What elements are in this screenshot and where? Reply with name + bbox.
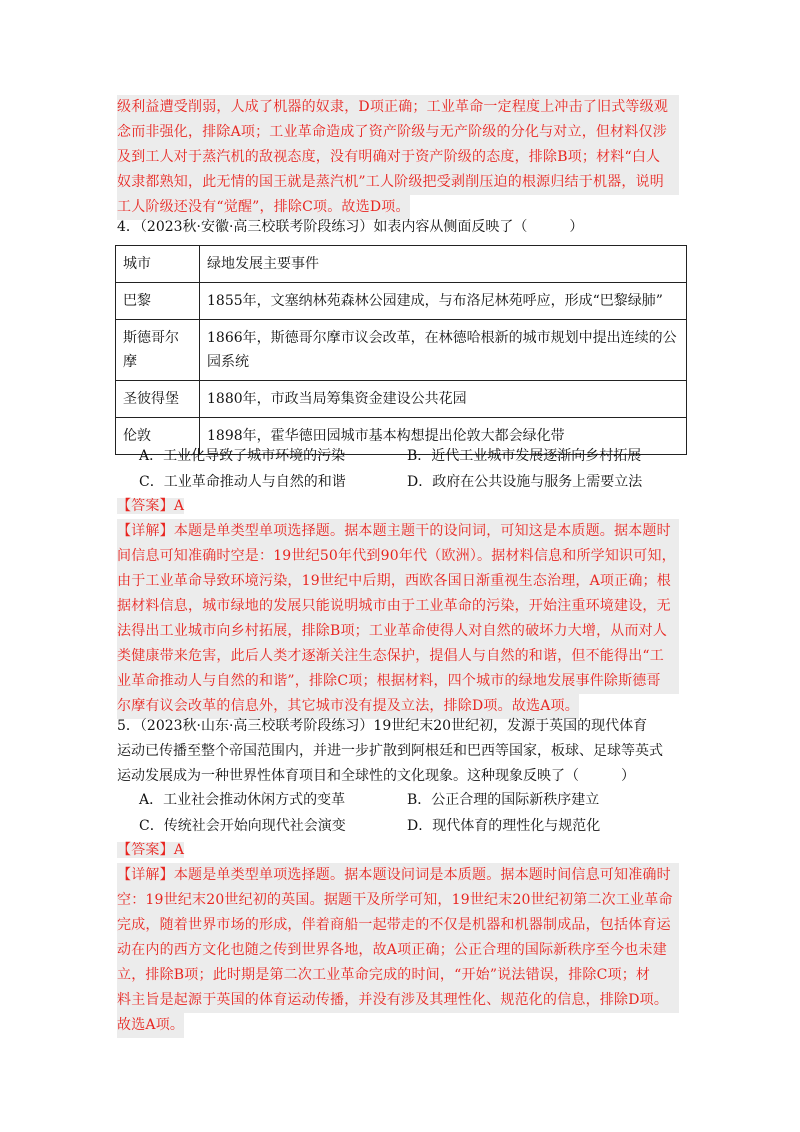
explain-label: 【详解】 bbox=[117, 867, 174, 883]
explanation-line: 动在内的西方文化也随之传到世界各地，故A项正确；公正合理的国际新秩序至今也未建 bbox=[117, 938, 679, 963]
answer-value: A bbox=[173, 842, 185, 858]
table-cell-city: 斯德哥尔摩 bbox=[116, 320, 200, 381]
q3-explanation-line: 念而非强化，排除A项；工业革命造成了资产阶级与无产阶级的分化与对立，但材料仅涉 bbox=[117, 120, 679, 145]
q4-stem: 4．（2023秋·安徽·高三校联考阶段练习）如表内容从侧面反映了（ ） bbox=[117, 219, 584, 235]
option-b: B．近代工业城市发展逐渐向乡村拓展 bbox=[407, 448, 642, 464]
table-cell-event: 1898年，霍华德田园城市基本构想提出伦敦大都会绿化带 bbox=[200, 418, 687, 455]
option-a: A．工业社会推动休闲方式的变革 bbox=[139, 792, 346, 808]
explanation-line: 类健康带来危害，此后人类才逐渐关注生态保护，提倡人与自然的和谐，但不能得出“工 bbox=[117, 644, 679, 669]
explanation-line: 故选A项。 bbox=[117, 1013, 184, 1038]
explanation-line: 业革命推动人与自然的和谐”，排除C项；根据材料，四个城市的绿地发展事件除斯德哥 bbox=[117, 669, 679, 694]
q3-explanation-line: 工人阶级还没有“觉醒”，排除C项。故选D项。 bbox=[117, 195, 410, 220]
explanation-line: 本题是单类型单项选择题。据本题设问词是本质题。据本题时间信息可知准确时 bbox=[173, 867, 671, 883]
table-header-cell: 绿地发展主要事件 bbox=[200, 246, 687, 283]
q4-options bbox=[139, 443, 679, 495]
table-row bbox=[116, 283, 687, 320]
q3-explanation-line: 及到工人对于蒸汽机的敌视态度，没有明确对于资产阶级的态度，排除B项；材料“白人 bbox=[117, 145, 679, 170]
q5-stem-line: 5．（2023秋·山东·高三校联考阶段练习）19世纪末20世纪初，发源于英国的现代体育 bbox=[117, 718, 648, 734]
q5-stem bbox=[117, 714, 679, 789]
table-header-cell: 城市 bbox=[116, 246, 200, 283]
q4-answer-explanation bbox=[117, 494, 679, 719]
option-a: A．工业化导致了城市环境的污染 bbox=[139, 448, 346, 464]
answer-label: 【答案】 bbox=[117, 498, 174, 514]
table-row bbox=[116, 381, 687, 418]
explain-label: 【详解】 bbox=[117, 523, 174, 539]
table-cell-city: 伦敦 bbox=[116, 418, 200, 455]
explanation-line: 本题是单类型单项选择题。据本题主题干的设问词，可知这是本质题。据本题时 bbox=[173, 523, 671, 539]
table-row bbox=[116, 320, 687, 381]
q5-stem-line: 运动发展成为一种世界性体育项目和全球性的文化现象。这种现象反映了（ ） bbox=[117, 768, 635, 784]
answer-label: 【答案】 bbox=[117, 842, 174, 858]
explanation-line: 由于工业革命导致环境污染，19世纪中后期，西欧各国日渐重视生态治理，A项正确；根 bbox=[117, 569, 679, 594]
option-d: D．政府在公共设施与服务上需要立法 bbox=[407, 474, 643, 490]
table-cell-event: 1880年，市政当局筹集资金建设公共花园 bbox=[200, 381, 687, 418]
explanation-line: 立，排除B项；此时期是第二次工业革命完成的时间，“开始”说法错误，排除C项；材 bbox=[117, 963, 679, 988]
q3-explanation-line: 级利益遭受削弱，人成了机器的奴隶，D项正确；工业革命一定程度上冲击了旧式等级观 bbox=[117, 95, 679, 120]
explanation-line: 完成，随着世界市场的形成，伴着商船一起带走的不仅是机器和机器制成品，包括体育运 bbox=[117, 913, 679, 938]
explanation-line: 间信息可知准确时空是：19世纪50年代到90年代（欧洲）。据材料信息和所学知识可知， bbox=[117, 544, 679, 569]
q5-options bbox=[139, 787, 679, 839]
table-cell-city: 巴黎 bbox=[116, 283, 200, 320]
explanation-line: 料主旨是起源于英国的体育运动传播，并没有涉及其理性化、规范化的信息，排除D项。 bbox=[117, 988, 679, 1013]
option-c: C．传统社会开始向现代社会演变 bbox=[139, 818, 346, 834]
answer-value: A bbox=[173, 498, 185, 514]
explanation-line: 尔摩有议会改革的信息外，其它城市没有提及立法，排除D项。故选A项。 bbox=[117, 694, 579, 719]
q5-answer-explanation bbox=[117, 838, 679, 1038]
q3-explanation-line: 奴隶都熟知，此无情的国王就是蒸汽机”工人阶级把受剥削压迫的根源归结于机器，说明 bbox=[117, 170, 679, 195]
q5-stem-line: 运动已传播至整个帝国范围内，并进一步扩散到阿根廷和巴西等国家，板球、足球等英式 bbox=[117, 743, 663, 759]
explanation-line: 法得出工业城市向乡村拓展，排除B项；工业革命使得人对自然的破坏力大增，从而对人 bbox=[117, 619, 679, 644]
table-header-row bbox=[116, 246, 687, 283]
q3-explanation bbox=[117, 95, 679, 220]
table-cell-city: 圣彼得堡 bbox=[116, 381, 200, 418]
q4-table bbox=[115, 245, 687, 455]
option-b: B．公正合理的国际新秩序建立 bbox=[407, 792, 600, 808]
explanation-line: 空：19世纪末20世纪初的英国。据题干及所学可知，19世纪末20世纪初第二次工业革命 bbox=[117, 888, 679, 913]
option-d: D．现代体育的理性化与规范化 bbox=[407, 818, 601, 834]
explanation-line: 据材料信息，城市绿地的发展只能说明城市由于工业革命的污染，开始注重环境建设，无 bbox=[117, 594, 679, 619]
option-c: C．工业革命推动人与自然的和谐 bbox=[139, 474, 346, 490]
table-cell-event: 1855年，文塞纳林苑森林公园建成，与布洛尼林苑呼应，形成“巴黎绿肺” bbox=[200, 283, 687, 320]
table-cell-event: 1866年，斯德哥尔摩市议会改革，在林德哈根新的城市规划中提出连续的公园系统 bbox=[200, 320, 687, 381]
